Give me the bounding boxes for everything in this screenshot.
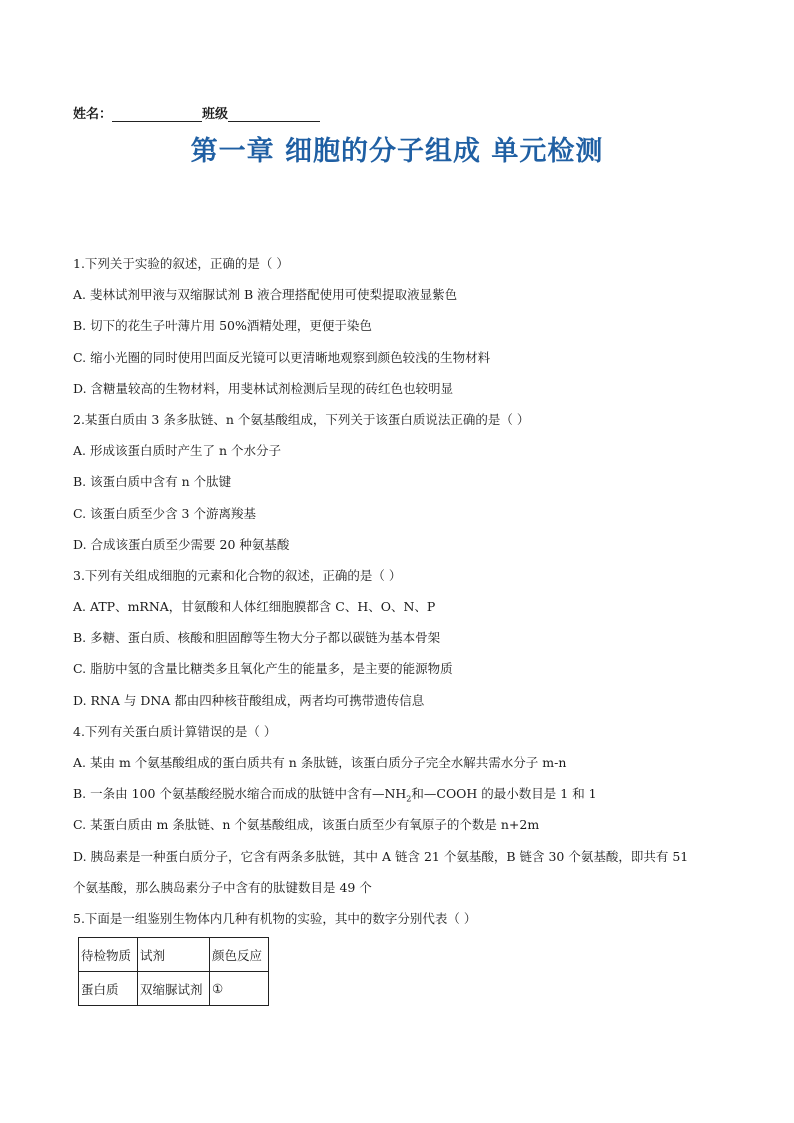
- question-3-option-b: B. 多糖、蛋白质、核酸和胆固醇等生物大分子都以碳链为基本骨架: [73, 630, 441, 646]
- question-5-stem: 5.下面是一组鉴别生物体内几种有机物的实验，其中的数字分别代表（ ）: [73, 910, 477, 926]
- question-2-stem: 2.某蛋白质由 3 条多肽链、n 个氨基酸组成，下列关于该蛋白质说法正确的是（ ）: [73, 411, 530, 427]
- question-1-option-a: A. 斐林试剂甲液与双缩脲试剂 B 液合理搭配使用可使梨提取液显紫色: [73, 287, 458, 303]
- student-info-line: [73, 103, 320, 122]
- question-4-option-d-continued: 个氨基酸，那么胰岛素分子中含有的肽键数目是 49 个: [73, 879, 372, 895]
- question-3-stem: 3.下列有关组成细胞的元素和化合物的叙述，正确的是（ ）: [73, 567, 402, 583]
- class-label: 班级: [202, 107, 229, 122]
- question-2-option-b: B. 该蛋白质中含有 n 个肽键: [73, 474, 232, 490]
- reagent-table: [78, 937, 269, 1006]
- question-2-option-a: A. 形成该蛋白质时产生了 n 个水分子: [73, 443, 281, 459]
- question-4-option-b: [73, 778, 733, 809]
- table-header-cell: 待检物质: [79, 938, 138, 972]
- question-4-option-d: D. 胰岛素是一种蛋白质分子，它含有两条多肽链，其中 A 链含 21 个氨基酸，B 链含 30 个氨基酸，即共有 51: [73, 848, 689, 864]
- reagent-table-wrapper: [78, 937, 733, 1006]
- class-blank[interactable]: [228, 107, 320, 122]
- question-4-option-c: C. 某蛋白质由 m 条肽链、n 个氨基酸组成，该蛋白质至少有氧原子的个数是 n+2m: [73, 817, 540, 833]
- name-blank[interactable]: [112, 107, 202, 122]
- table-cell: 双缩脲试剂: [138, 972, 210, 1006]
- table-header-row: [79, 938, 269, 972]
- page-title: 第一章 细胞的分子组成 单元检测: [190, 136, 604, 167]
- question-list: [73, 248, 733, 1006]
- question-3-option-c: C. 脂肪中氢的含量比糖类多且氧化产生的能量多，是主要的能源物质: [73, 661, 453, 677]
- option-b-text-before: B. 一条由 100 个氨基酸经脱水缩合而成的肽链中含有—NH: [73, 786, 407, 802]
- question-1-option-c: C. 缩小光圈的同时使用凹面反光镜可以更清晰地观察到颜色较浅的生物材料: [73, 349, 491, 365]
- question-1-option-d: D. 含糖量较高的生物材料，用斐林试剂检测后呈现的砖红色也较明显: [73, 380, 454, 396]
- table-row: [79, 972, 269, 1006]
- option-b-text-after: 和—COOH 的最小数目是 1 和 1: [411, 786, 597, 802]
- subscript-2: 2: [406, 794, 412, 804]
- name-label: 姓名：: [73, 107, 113, 122]
- question-4-option-a: A. 某由 m 个氨基酸组成的蛋白质共有 n 条肽链，该蛋白质分子完全水解共需水分子 m-n: [73, 755, 567, 770]
- question-3-option-a: A. ATP、mRNA，甘氨酸和人体红细胞膜都含 C、H、O、N、P: [73, 599, 436, 615]
- table-cell: 蛋白质: [79, 972, 138, 1006]
- question-2-option-d: D. 合成该蛋白质至少需要 20 种氨基酸: [73, 536, 290, 552]
- question-1-option-b: B. 切下的花生子叶薄片用 50%酒精处理，更便于染色: [73, 318, 372, 334]
- table-header-cell: 试剂: [138, 938, 210, 972]
- table-header-cell: 颜色反应: [210, 938, 269, 972]
- question-4-stem: 4.下列有关蛋白质计算错误的是（ ）: [73, 723, 277, 739]
- question-1-stem: 1.下列关于实验的叙述，正确的是（ ）: [73, 256, 289, 271]
- question-2-option-c: C. 该蛋白质至少含 3 个游离羧基: [73, 505, 256, 521]
- table-cell: ①: [210, 972, 269, 1006]
- question-3-option-d: D. RNA 与 DNA 都由四种核苷酸组成，两者均可携带遗传信息: [73, 692, 425, 708]
